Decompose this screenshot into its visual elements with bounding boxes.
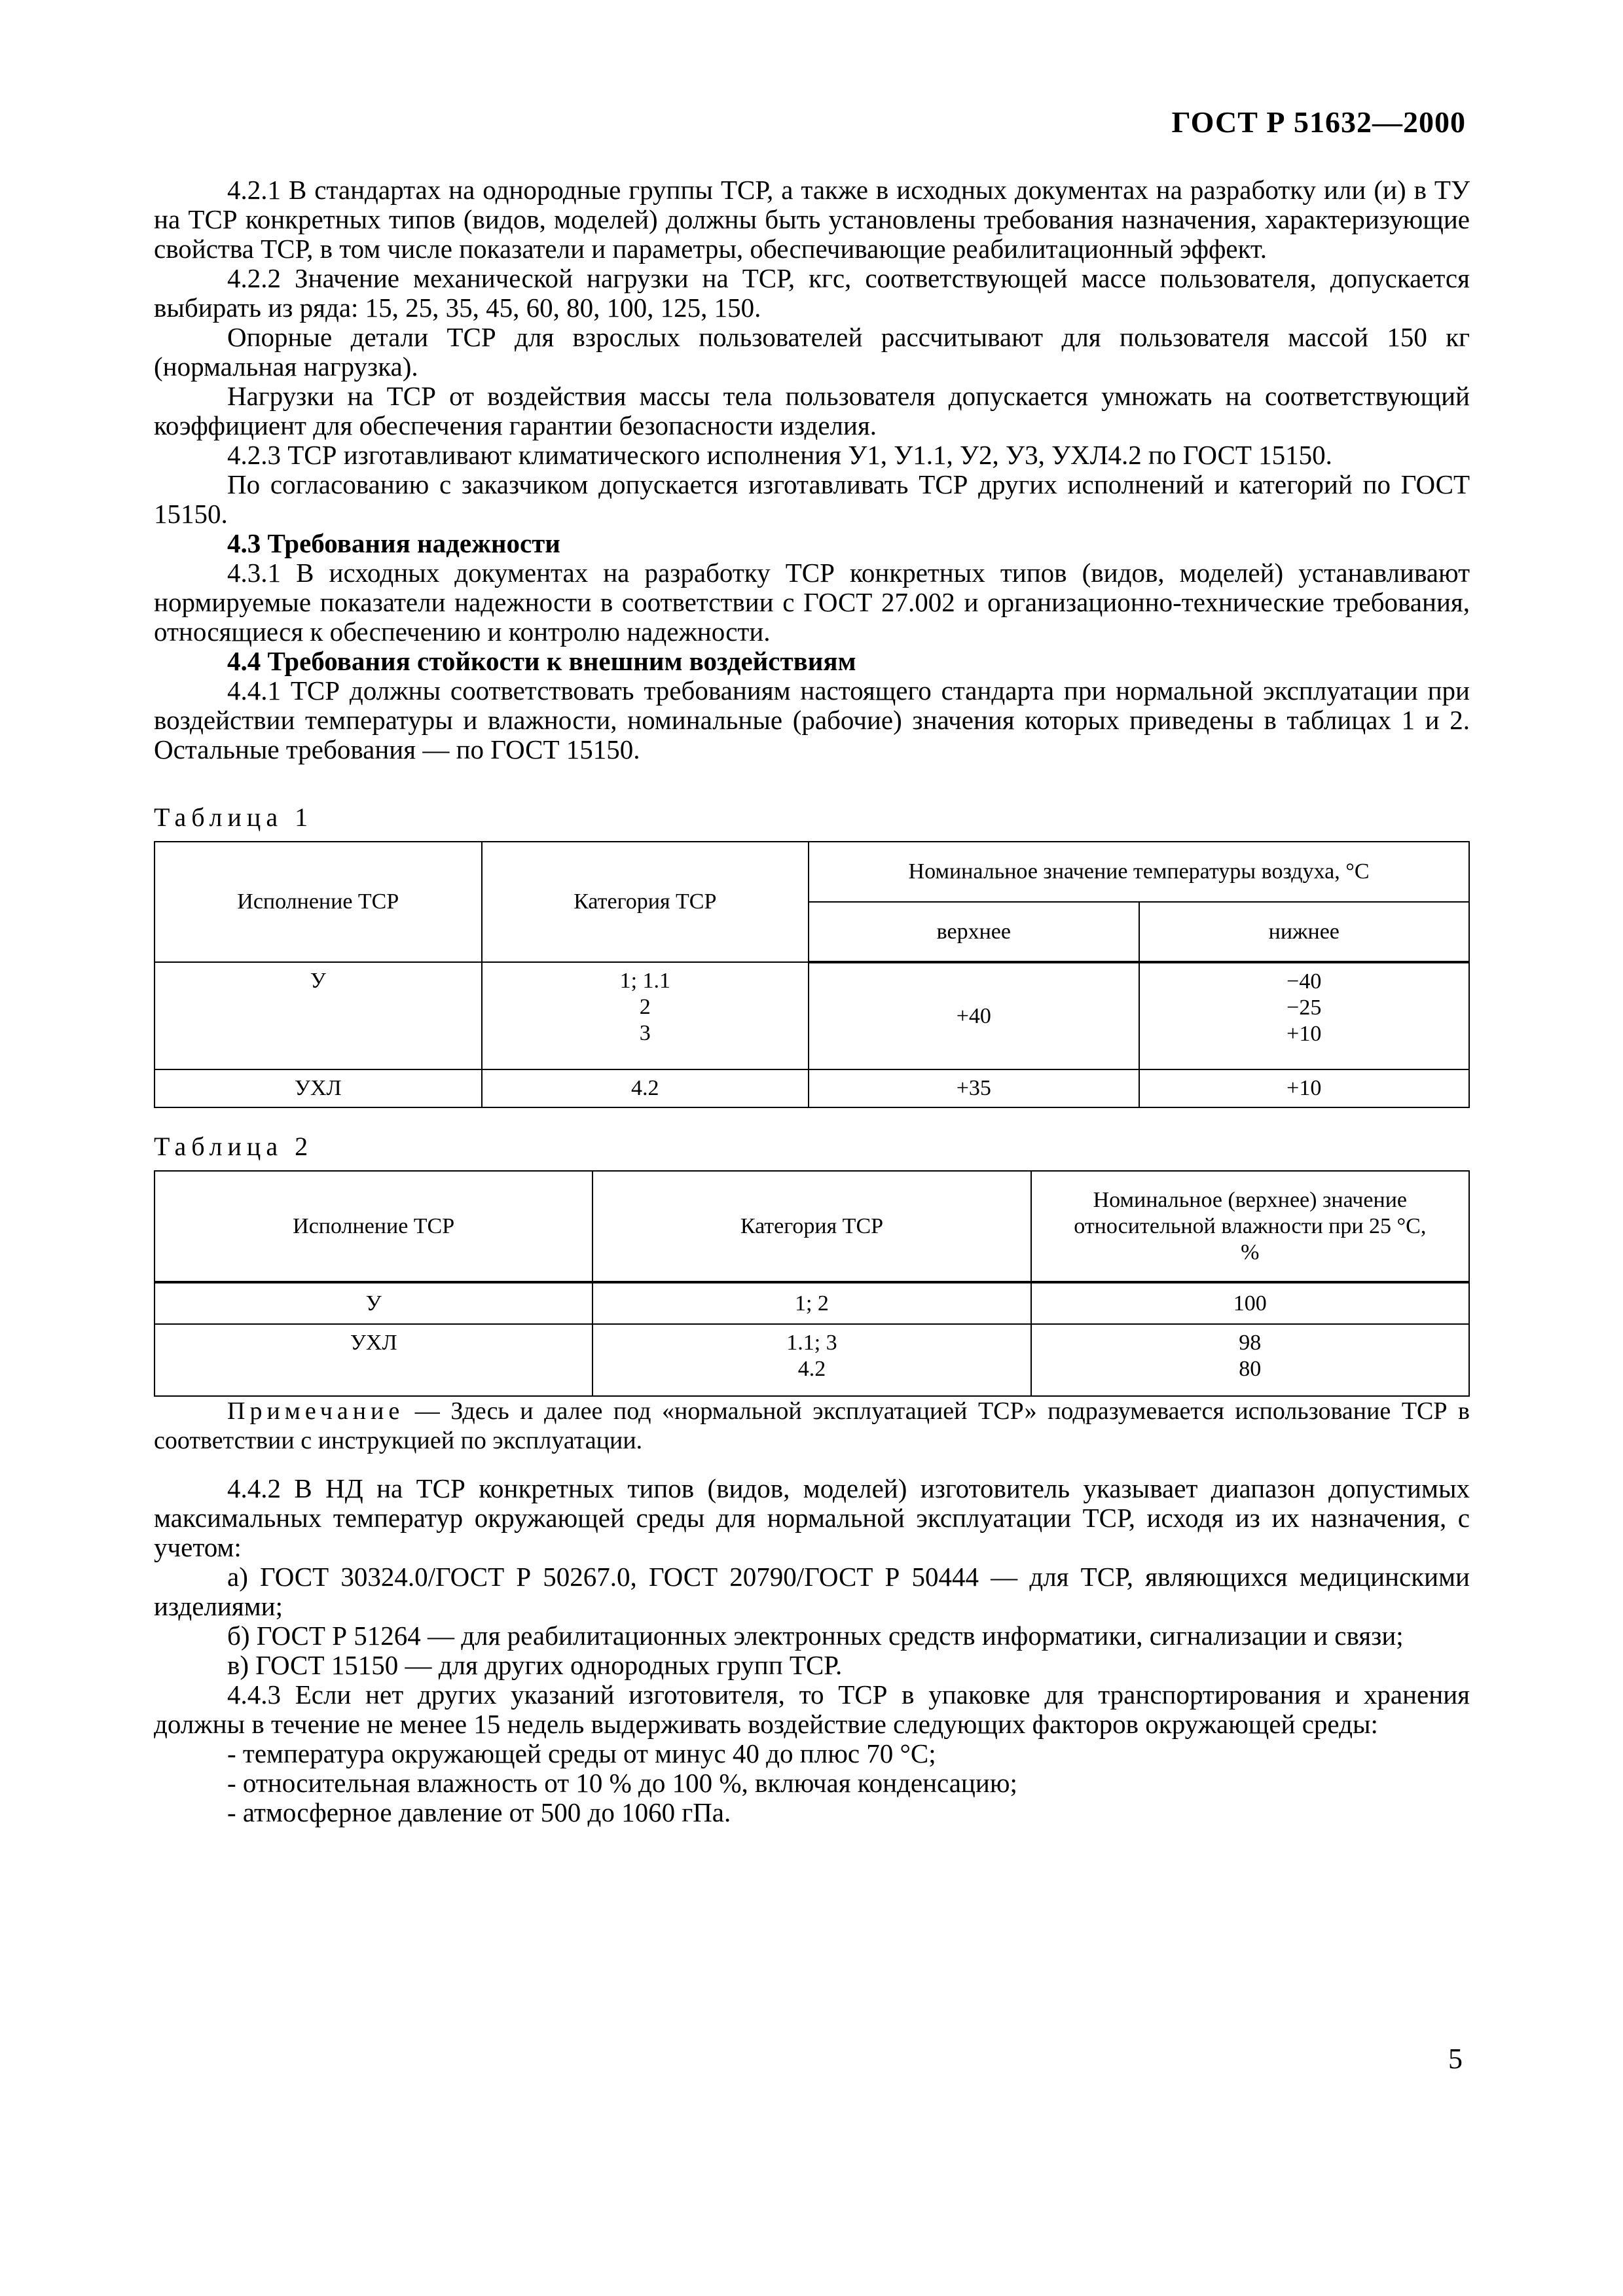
table-1 — [154, 841, 1470, 1108]
section-heading-4-4: 4.4 Требования стойкости к внешним воздействиям — [227, 646, 856, 676]
table-cell — [482, 962, 809, 1069]
table-2-header-humidity — [1031, 1171, 1469, 1282]
paragraph-4-4-3: 4.4.3 Если нет других указаний изготовителя, то ТСР в упаковке для транспортирования и хранения должны в течение не менее 15 недель выдерживать воздействие следующих факторов окружающей среды: — [154, 1679, 1470, 1739]
table-2-caption: Таблица 2 — [154, 1132, 314, 1161]
table-cell: У — [155, 962, 482, 1069]
note-label: Примечание — [227, 1397, 405, 1425]
table-1-header-lower: нижнее — [1139, 902, 1469, 962]
table-cell: +40 — [809, 962, 1139, 1069]
section-heading-4-3: 4.3 Требования надежности — [227, 528, 560, 558]
paragraph-4-2-2: 4.2.2 Значение механической нагрузки на ТСР, кгс, соответствующей массе пользователя, допускается выбирать из ряда: 15, 25, 35, 45, 60, 80, 100, 125, 150. — [154, 263, 1470, 323]
page-number: 5 — [1448, 2043, 1463, 2075]
paragraph-4-4-2: 4.4.2 В НД на ТСР конкретных типов (видов, моделей) изготовитель указывает диапазон допустимых максимальных температур окружающей среды для нормальной эксплуатации ТСР, исходя из их назначения, с учетом: — [154, 1473, 1470, 1562]
cell-line: −25 — [1286, 996, 1322, 1020]
cell-line: −40 — [1286, 969, 1322, 994]
paragraph-4-2-1: 4.2.1 В стандартах на однородные группы ТСР, а также в исходных документах на разработку или (и) в ТУ на ТСР конкретных типов (видов, моделей) должны быть установлены требования назначения, характеризующие свойства ТСР, в том числе показатели и параметры, обеспечивающие реабилитационный эффект. — [154, 175, 1470, 264]
paragraph-4-4-1: 4.4.1 ТСР должны соответствовать требованиям настоящего стандарта при нормальной эксплуатации при воздействии температуры и влажности, номинальные (рабочие) значения которых приведены в таблицах 1 и 2. Остальные требования — по ГОСТ 15150. — [154, 675, 1470, 764]
table-note — [154, 1397, 1470, 1456]
cell-line: 1.1; 3 — [786, 1331, 837, 1355]
paragraph-4-3-1: 4.3.1 В исходных документах на разработку ТСР конкретных типов (видов, моделей) устанавливают нормируемые показатели надежности в соответствии с ГОСТ 27.002 и организационно-технические требования, относящиеся к обеспечению и контролю надежности. — [154, 558, 1470, 647]
table-cell: 4.2 — [482, 1069, 809, 1107]
cell-line: Номинальное (верхнее) значение — [1093, 1187, 1407, 1212]
note-text: — Здесь и далее под «нормальной эксплуатацией ТСР» подразумевается использование ТСР в соответствии с инструкцией по эксплуатации. — [154, 1397, 1470, 1454]
cell-line: % — [1241, 1240, 1260, 1265]
table-cell — [1031, 1324, 1469, 1396]
table-1-caption: Таблица 1 — [154, 802, 314, 832]
table-cell — [1139, 962, 1469, 1069]
table-2-header-execution: Исполнение ТСР — [155, 1171, 593, 1282]
table-cell — [593, 1324, 1030, 1396]
table-1-header-category: Категория ТСР — [482, 842, 809, 962]
table-1-header-execution: Исполнение ТСР — [155, 842, 482, 962]
table-cell: 1; 2 — [593, 1282, 1030, 1324]
bullet-pressure: - атмосферное давление от 500 до 1060 гПа. — [227, 1797, 731, 1827]
paragraph-loads: Нагрузки на ТСР от воздействия массы тела пользователя допускается умножать на соответствующий коэффициент для обеспечения гарантии безопасности изделия. — [154, 381, 1470, 440]
paragraph-support-parts: Опорные детали ТСР для взрослых пользователей рассчитывают для пользователя массой 150 кг (нормальная нагрузка). — [154, 322, 1470, 382]
table-1-header-upper: верхнее — [809, 902, 1139, 962]
table-cell: +10 — [1139, 1069, 1469, 1107]
paragraph-4-2-3: 4.2.3 ТСР изготавливают климатического исполнения У1, У1.1, У2, У3, УХЛ4.2 по ГОСТ 15150. — [227, 440, 1332, 470]
paragraph-4-4-2-a: а) ГОСТ 30324.0/ГОСТ Р 50267.0, ГОСТ 20790/ГОСТ Р 50444 — для ТСР, являющихся медицинскими изделиями; — [154, 1562, 1470, 1621]
table-row — [155, 962, 1469, 1069]
table-cell: 100 — [1031, 1282, 1469, 1324]
table-cell: УХЛ — [155, 1069, 482, 1107]
cell-line: 2 — [639, 995, 651, 1019]
bullet-temperature: - температура окружающей среды от минус 40 до плюс 70 °С; — [227, 1738, 936, 1768]
paragraph-4-4-2-b: б) ГОСТ Р 51264 — для реабилитационных электронных средств информатики, сигнализации и связи; — [227, 1621, 1404, 1651]
table-row — [155, 1069, 1469, 1107]
cell-line: 1; 1.1 — [619, 969, 671, 993]
paragraph-4-4-2-c: в) ГОСТ 15150 — для других однородных групп ТСР. — [227, 1650, 843, 1680]
table-cell: УХЛ — [155, 1324, 593, 1396]
cell-line: 4.2 — [797, 1357, 826, 1381]
cell-line: 3 — [639, 1021, 651, 1045]
paragraph-agreement: По согласованию с заказчиком допускается изготавливать ТСР других исполнений и категорий по ГОСТ 15150. — [154, 469, 1470, 529]
cell-line: +10 — [1286, 1022, 1322, 1046]
table-2-header-category: Категория ТСР — [593, 1171, 1030, 1282]
bullet-humidity: - относительная влажность от 10 % до 100 %, включая конденсацию; — [227, 1768, 1017, 1798]
table-1-header-temperature: Номинальное значение температуры воздуха, °С — [809, 842, 1469, 902]
cell-line: относительной влажности при 25 °С, — [1074, 1213, 1427, 1238]
cell-line: 80 — [1239, 1357, 1262, 1381]
table-row — [155, 1324, 1469, 1396]
table-cell: +35 — [809, 1069, 1139, 1107]
table-cell: У — [155, 1282, 593, 1324]
document-body — [154, 175, 1470, 1827]
table-2 — [154, 1170, 1470, 1397]
standard-header: ГОСТ Р 51632—2000 — [1171, 105, 1466, 139]
cell-line: 98 — [1239, 1331, 1262, 1355]
table-row — [155, 1282, 1469, 1324]
